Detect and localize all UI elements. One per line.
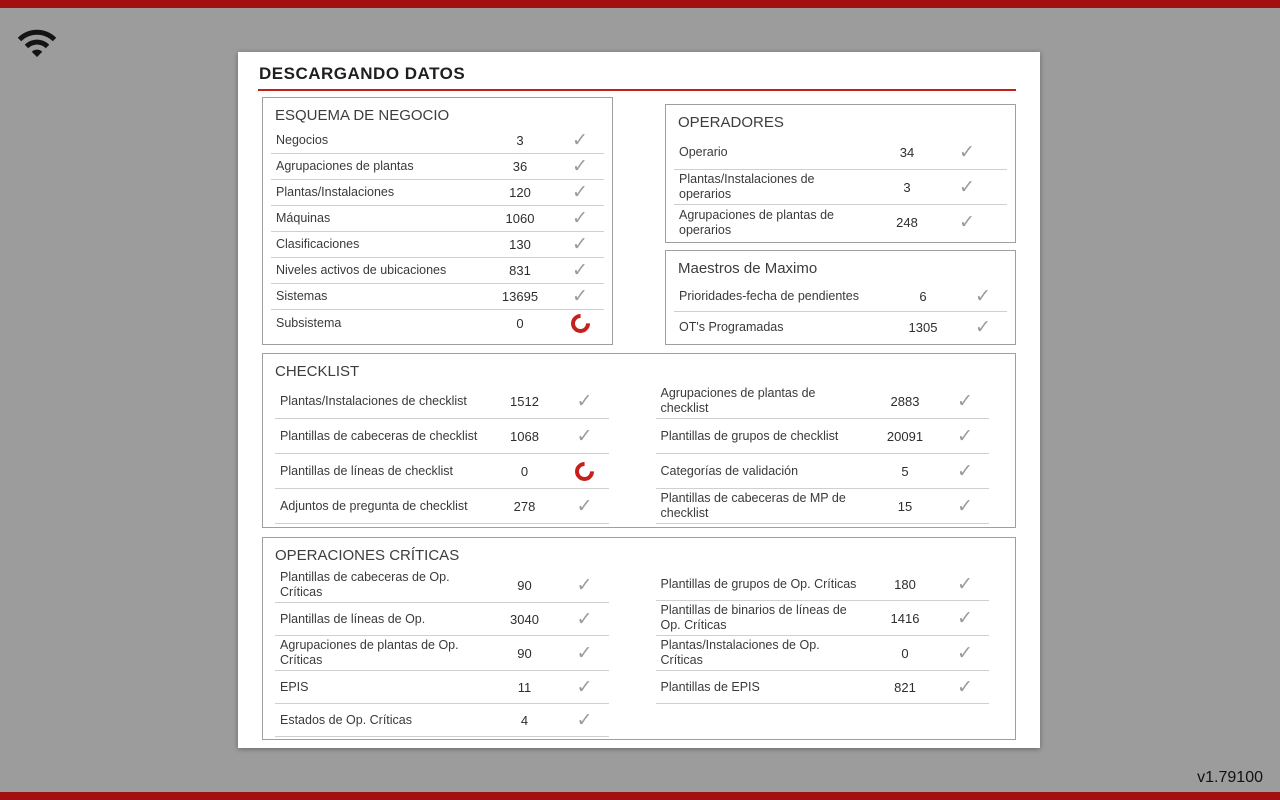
table-row: [275, 489, 609, 524]
section-title: ESQUEMA DE NEGOCIO: [275, 107, 450, 124]
row-label: OT's Programadas: [679, 320, 784, 334]
table-row: [275, 704, 609, 737]
table-row: [656, 454, 990, 489]
status-icon: [561, 497, 609, 516]
right-column: [656, 384, 990, 524]
table-row: [674, 312, 1007, 343]
row-count: 15: [897, 498, 913, 514]
table-row: [674, 281, 1007, 312]
row-count: 6: [919, 288, 927, 304]
table-row: [275, 671, 609, 704]
row-label: Agrupaciones de plantas de operarios: [679, 207, 834, 237]
status-icon: [556, 235, 604, 254]
status-icon: [561, 462, 609, 481]
row-count: 0: [520, 463, 529, 479]
status-icon: [959, 287, 1007, 306]
row-count: 1060: [505, 211, 535, 226]
section-title: OPERADORES: [678, 114, 784, 131]
row-count: 248: [896, 215, 918, 230]
row-label: Negocios: [276, 133, 329, 147]
section-title: CHECKLIST: [275, 363, 360, 380]
section-maestros-de-maximo: [665, 250, 1016, 345]
bottom-frame-bar: [0, 792, 1280, 800]
status-icon: [561, 711, 609, 730]
status-icon: [561, 644, 609, 663]
row-label: Plantillas de EPIS: [660, 679, 760, 694]
row-count: 0: [901, 645, 909, 661]
download-dialog: [238, 52, 1040, 748]
row-list: [674, 135, 1007, 240]
row-count: 20091: [886, 428, 924, 444]
row-count: 120: [509, 185, 531, 200]
wifi-icon: [16, 22, 58, 64]
two-column-area: [263, 384, 1015, 524]
table-row: [656, 636, 990, 671]
row-label: Plantillas de grupos de Op. Críticas: [660, 576, 857, 591]
row-label: Niveles activos de ubicaciones: [276, 263, 447, 277]
row-label: Subsistema: [276, 315, 342, 330]
row-label: Plantas/Instalaciones de Op. Críticas: [660, 638, 820, 667]
row-label: Plantillas de líneas de checklist: [280, 463, 454, 478]
table-row: [271, 310, 604, 336]
table-row: [275, 636, 609, 671]
status-icon: [561, 678, 609, 697]
status-icon: [556, 314, 604, 333]
row-label: Agrupaciones de plantas de checklist: [660, 386, 816, 415]
row-count: 2883: [890, 393, 920, 409]
table-row: [275, 603, 609, 636]
status-icon: [941, 609, 989, 628]
row-count: 4: [520, 712, 529, 728]
section-esquema-de-negocio: [262, 97, 613, 345]
table-row: [275, 454, 609, 489]
row-label: Agrupaciones de plantas: [276, 159, 414, 173]
row-label: Prioridades-fecha de pendientes: [679, 288, 859, 303]
status-icon: [941, 427, 989, 446]
row-label: Adjuntos de pregunta de checklist: [280, 498, 468, 513]
table-row: [271, 128, 604, 154]
row-count: 90: [517, 577, 532, 593]
row-count: 130: [509, 237, 531, 252]
row-label: Categorías de validación: [660, 463, 799, 478]
table-row: [656, 384, 990, 419]
row-count: 11: [517, 679, 532, 695]
row-label: Sistemas: [276, 289, 328, 303]
row-count: 34: [899, 144, 915, 160]
row-label: Plantillas de cabeceras de MP de checklist: [660, 491, 846, 520]
row-label: Plantillas de binarios de líneas de Op. Críticas: [660, 603, 847, 632]
table-row: [656, 419, 990, 454]
table-row: [271, 258, 604, 284]
status-icon: [561, 392, 609, 411]
section-operaciones-criticas: [262, 537, 1016, 740]
right-column: [656, 568, 990, 737]
status-icon: [556, 261, 604, 280]
table-row: [271, 206, 604, 232]
row-count: 3: [903, 179, 911, 195]
row-count: 1305: [908, 320, 938, 335]
row-count: 1512: [510, 393, 539, 409]
status-icon: [941, 462, 989, 481]
section-title: Maestros de Maximo: [678, 260, 818, 277]
row-count: 278: [513, 498, 536, 514]
row-count: 36: [512, 159, 528, 174]
row-label: Máquinas: [276, 211, 331, 225]
table-row: [271, 284, 604, 310]
row-label: Plantillas de cabeceras de checklist: [280, 428, 478, 443]
row-count: 13695: [501, 289, 539, 304]
status-icon: [941, 575, 989, 594]
table-row: [674, 170, 1007, 205]
status-icon: [941, 644, 989, 663]
status-icon: [943, 143, 991, 162]
row-label: Plantillas de líneas de Op.: [280, 611, 426, 626]
left-column: [275, 384, 609, 524]
row-label: Estados de Op. Críticas: [280, 712, 413, 727]
status-icon: [561, 610, 609, 629]
table-row: [271, 232, 604, 258]
status-icon: [556, 209, 604, 228]
two-column-area: [263, 568, 1015, 737]
table-row: [674, 205, 1007, 240]
row-label: Plantas/Instalaciones de checklist: [280, 393, 467, 408]
table-row: [275, 568, 609, 603]
row-list: [271, 128, 604, 336]
status-icon: [556, 287, 604, 306]
row-label: Plantas/Instalaciones de operarios: [679, 172, 815, 201]
row-list: [674, 281, 1007, 343]
row-label: Operario: [679, 144, 728, 159]
left-column: [275, 568, 609, 737]
table-row: [656, 671, 990, 704]
row-count: 90: [517, 645, 532, 661]
status-icon: [556, 131, 604, 150]
status-icon: [943, 213, 991, 232]
row-count: 821: [894, 679, 916, 695]
row-label: EPIS: [280, 679, 309, 694]
table-row: [275, 419, 609, 454]
status-icon: [556, 183, 604, 202]
row-label: Plantillas de grupos de checklist: [660, 428, 839, 443]
row-label: Plantillas de cabeceras de Op. Críticas: [280, 570, 450, 599]
row-label: Agrupaciones de plantas de Op. Críticas: [280, 638, 459, 667]
table-row: [656, 489, 990, 524]
section-title: OPERACIONES CRÍTICAS: [275, 547, 460, 564]
app-version: v1.79100: [1197, 769, 1263, 786]
row-count: 5: [901, 463, 909, 479]
page-title: DESCARGANDO DATOS: [259, 64, 466, 83]
top-frame-bar: [0, 0, 1280, 8]
title-divider: [258, 89, 1016, 91]
status-icon: [561, 576, 609, 595]
table-row: [656, 568, 990, 601]
row-label: Plantas/Instalaciones: [276, 185, 395, 199]
status-icon: [943, 178, 991, 197]
row-count: 1068: [510, 428, 539, 444]
row-count: 0: [516, 315, 524, 331]
row-count: 831: [509, 263, 531, 278]
row-count: 1416: [890, 610, 920, 626]
status-icon: [556, 157, 604, 176]
table-row: [275, 384, 609, 419]
section-operadores: [665, 104, 1016, 243]
table-row: [656, 601, 990, 636]
table-row: [271, 180, 604, 206]
status-icon: [561, 427, 609, 446]
table-row: [674, 135, 1007, 170]
status-icon: [941, 392, 989, 411]
status-icon: [941, 678, 989, 697]
row-count: 3040: [510, 611, 539, 627]
status-icon: [941, 497, 989, 516]
status-icon: [959, 318, 1007, 337]
section-checklist: [262, 353, 1016, 528]
row-label: Clasificaciones: [276, 237, 360, 251]
row-count: 3: [516, 133, 524, 148]
table-row: [271, 154, 604, 180]
row-count: 180: [894, 576, 916, 592]
